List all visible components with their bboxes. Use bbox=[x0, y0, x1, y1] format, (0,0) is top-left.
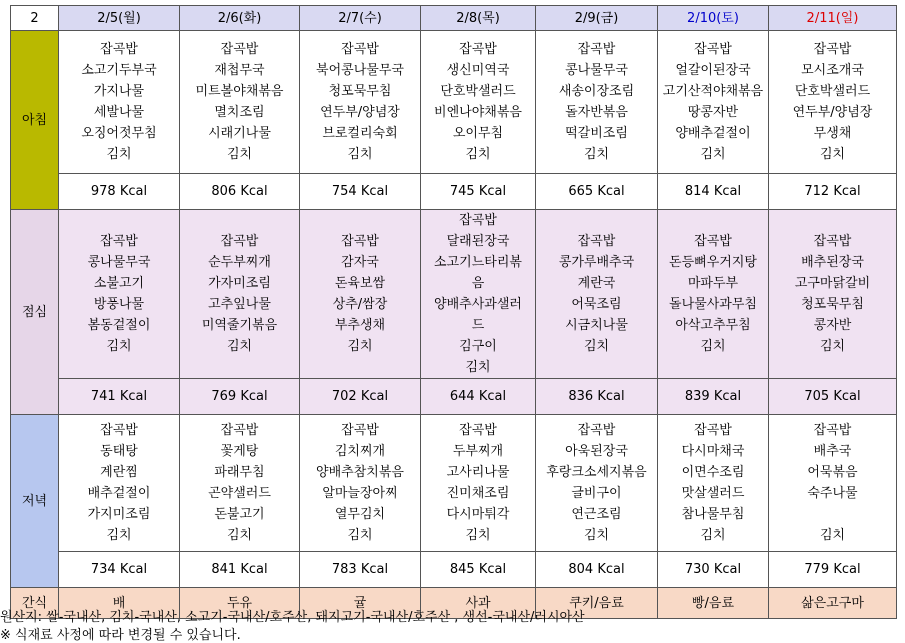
menu-item: 고기산적야채볶음 bbox=[662, 84, 764, 99]
kcal-value: 665 Kcal bbox=[536, 174, 658, 210]
menu-cell bbox=[658, 415, 769, 552]
menu-item: 양배추참치볶음 bbox=[316, 465, 404, 480]
menu-item: 잡곡밥 bbox=[100, 423, 138, 438]
menu-item: 잡곡밥 bbox=[577, 234, 616, 249]
kcal-value: 769 Kcal bbox=[180, 379, 300, 415]
menu-item: 김치 bbox=[700, 147, 726, 162]
menu-cell bbox=[59, 415, 180, 552]
menu-item: 김치 bbox=[226, 528, 253, 543]
menu-item: 김치 bbox=[583, 528, 610, 543]
menu-item: 상추/쌈장 bbox=[332, 297, 388, 312]
menu-item: 이면수조림 bbox=[681, 465, 745, 480]
menu-item: 순두부찌개 bbox=[208, 255, 271, 270]
snack-item: 귤 bbox=[300, 588, 421, 619]
menu-item: 소불고기 bbox=[93, 276, 145, 291]
menu-item: 김치 bbox=[583, 147, 610, 162]
menu-item: 돈등뼈우거지탕 bbox=[669, 255, 757, 270]
menu-item: 음 bbox=[471, 276, 485, 291]
dinner-kcal-row bbox=[11, 552, 897, 588]
menu-item: 떡갈비조림 bbox=[565, 126, 628, 141]
menu-cell bbox=[536, 210, 658, 379]
menu-item: 시래기나물 bbox=[208, 126, 271, 141]
kcal-value: 644 Kcal bbox=[421, 379, 536, 415]
menu-cell bbox=[421, 210, 536, 379]
menu-item: 봄동겉절이 bbox=[87, 318, 151, 333]
menu-cell bbox=[300, 210, 421, 379]
week-number: 2 bbox=[11, 6, 59, 31]
origin-note: 원산지: 쌀-국내산, 김치-국내산, 소고기-국내산/호주산, 돼지고기-국내산/호주산 , 생선-국내산/러시아산 bbox=[0, 610, 585, 625]
menu-item: 김치 bbox=[819, 339, 846, 354]
snack-item: 사과 bbox=[421, 588, 536, 619]
menu-item: 비엔나야채볶음 bbox=[434, 105, 522, 120]
menu-cell bbox=[769, 31, 897, 174]
menu-item: 얼갈이된장국 bbox=[675, 63, 751, 78]
menu-item: 콩나물무국 bbox=[565, 63, 628, 78]
menu-item: 글비구이 bbox=[571, 486, 622, 501]
menu-item: 드 bbox=[471, 318, 485, 333]
menu-item: 배추겉절이 bbox=[87, 486, 151, 501]
menu-item: 오이무침 bbox=[452, 126, 504, 141]
menu-item: 모시조개국 bbox=[801, 63, 864, 78]
menu-item: 김치 bbox=[819, 147, 846, 162]
menu-item: 어묵조림 bbox=[571, 297, 622, 312]
menu-item: 파래무침 bbox=[214, 465, 265, 480]
kcal-value: 839 Kcal bbox=[658, 379, 769, 415]
menu-item bbox=[769, 504, 896, 525]
menu-item: 아삭고추무침 bbox=[675, 318, 751, 333]
menu-item: 세발나물 bbox=[93, 105, 145, 120]
menu-item: 김치 bbox=[106, 528, 132, 543]
menu-item: 배추국 bbox=[813, 444, 852, 459]
menu-item: 김치 bbox=[347, 147, 373, 162]
menu-item: 참나물무침 bbox=[681, 507, 745, 522]
menu-item: 계란국 bbox=[577, 276, 616, 291]
menu-cell bbox=[536, 31, 658, 174]
menu-item: 맛살샐러드 bbox=[681, 486, 745, 501]
menu-item: 김치 bbox=[700, 528, 726, 543]
menu-item: 양배추겉절이 bbox=[675, 126, 751, 141]
menu-item: 김치 bbox=[465, 360, 491, 375]
kcal-value: 806 Kcal bbox=[180, 174, 300, 210]
menu-item: 돌자반볶음 bbox=[565, 105, 628, 120]
menu-item: 가지나물 bbox=[93, 84, 145, 99]
menu-cell bbox=[421, 415, 536, 552]
kcal-value: 730 Kcal bbox=[658, 552, 769, 588]
menu-item: 돈육보쌈 bbox=[334, 276, 386, 291]
menu-item: 연두부/양념장 bbox=[320, 105, 400, 120]
breakfast-kcal-row bbox=[11, 174, 897, 210]
menu-item: 김치 bbox=[226, 339, 253, 354]
menu-item: 곤약샐러드 bbox=[208, 486, 271, 501]
menu-item: 김치 bbox=[819, 528, 846, 543]
day-header: 2/9(금) bbox=[536, 6, 658, 31]
header-row bbox=[11, 6, 897, 31]
menu-item: 마파두부 bbox=[687, 276, 739, 291]
menu-cell bbox=[300, 31, 421, 174]
menu-item: 김치 bbox=[347, 528, 373, 543]
menu-item: 브로컬리숙회 bbox=[322, 126, 398, 141]
menu-item: 잡곡밥 bbox=[341, 423, 379, 438]
menu-item: 잡곡밥 bbox=[341, 234, 379, 249]
menu-item: 계란찜 bbox=[100, 465, 138, 480]
kcal-value: 705 Kcal bbox=[769, 379, 897, 415]
lunch-row bbox=[11, 210, 897, 379]
menu-item: 소고기느타리볶 bbox=[434, 255, 522, 270]
kcal-value: 783 Kcal bbox=[300, 552, 421, 588]
menu-item: 잡곡밥 bbox=[694, 423, 732, 438]
menu-cell bbox=[769, 210, 897, 379]
menu-item: 청포묵무침 bbox=[328, 84, 392, 99]
menu-item: 김치 bbox=[347, 339, 373, 354]
kcal-value: 814 Kcal bbox=[658, 174, 769, 210]
menu-item: 잡곡밥 bbox=[100, 42, 138, 57]
menu-cell bbox=[658, 210, 769, 379]
menu-item: 어묵볶음 bbox=[807, 465, 858, 480]
menu-item: 아욱된장국 bbox=[565, 444, 628, 459]
menu-item: 소고기두부국 bbox=[81, 63, 157, 78]
menu-item: 땅콩자반 bbox=[687, 105, 739, 120]
day-header: 2/5(월) bbox=[59, 6, 180, 31]
snack-item: 삶은고구마 bbox=[769, 588, 897, 619]
menu-item: 김치찌개 bbox=[334, 444, 386, 459]
snack-item: 두유 bbox=[180, 588, 300, 619]
menu-item: 가자미조림 bbox=[208, 276, 271, 291]
kcal-value: 734 Kcal bbox=[59, 552, 180, 588]
menu-item: 김치 bbox=[700, 339, 726, 354]
menu-item: 생신미역국 bbox=[446, 63, 510, 78]
menu-item: 연두부/양념장 bbox=[792, 105, 873, 120]
day-header-sunday: 2/11(일) bbox=[769, 6, 897, 31]
meal-label-snack: 간식 bbox=[11, 588, 59, 619]
menu-item: 두부찌개 bbox=[452, 444, 504, 459]
menu-cell bbox=[658, 31, 769, 174]
menu-item: 고구마닭갈비 bbox=[794, 276, 871, 291]
menu-item: 양배추사과샐러 bbox=[434, 297, 522, 312]
menu-item: 김치 bbox=[106, 339, 132, 354]
menu-item: 방풍나물 bbox=[93, 297, 145, 312]
menu-item: 후랑크소세지볶음 bbox=[546, 465, 647, 480]
menu-item: 청포묵무침 bbox=[801, 297, 864, 312]
snack-item: 쿠키/음료 bbox=[536, 588, 658, 619]
meal-label-dinner: 저녁 bbox=[11, 415, 59, 588]
menu-item: 시금치나물 bbox=[565, 318, 628, 333]
kcal-value: 804 Kcal bbox=[536, 552, 658, 588]
menu-item: 꽃게탕 bbox=[220, 444, 259, 459]
menu-item: 고추잎나물 bbox=[208, 297, 271, 312]
day-header: 2/7(수) bbox=[300, 6, 421, 31]
kcal-value: 845 Kcal bbox=[421, 552, 536, 588]
change-notice: ※ 식재료 사정에 따라 변경될 수 있습니다. bbox=[0, 628, 241, 643]
menu-item: 김치 bbox=[226, 147, 253, 162]
menu-item: 미역줄기볶음 bbox=[201, 318, 278, 333]
menu-cell bbox=[180, 415, 300, 552]
kcal-value: 978 Kcal bbox=[59, 174, 180, 210]
menu-item: 잡곡밥 bbox=[220, 234, 259, 249]
menu-item: 연근조림 bbox=[571, 507, 622, 522]
menu-item: 잡곡밥 bbox=[813, 423, 852, 438]
menu-item: 잡곡밥 bbox=[459, 423, 497, 438]
menu-item: 숙주나물 bbox=[807, 486, 858, 501]
menu-item: 김치 bbox=[465, 147, 491, 162]
kcal-value: 779 Kcal bbox=[769, 552, 897, 588]
menu-item: 김구이 bbox=[459, 339, 497, 354]
menu-cell bbox=[536, 415, 658, 552]
menu-item: 배추된장국 bbox=[801, 255, 864, 270]
menu-item: 돈불고기 bbox=[214, 507, 265, 522]
menu-item: 김치 bbox=[106, 147, 132, 162]
menu-item: 가지미조림 bbox=[87, 507, 151, 522]
menu-item: 잡곡밥 bbox=[459, 213, 497, 228]
day-header: 2/6(화) bbox=[180, 6, 300, 31]
kcal-value: 712 Kcal bbox=[769, 174, 897, 210]
menu-item: 북어콩나물무국 bbox=[316, 63, 404, 78]
menu-cell bbox=[59, 31, 180, 174]
day-header-saturday: 2/10(토) bbox=[658, 6, 769, 31]
menu-item: 새송이장조림 bbox=[558, 84, 635, 99]
kcal-value: 836 Kcal bbox=[536, 379, 658, 415]
menu-item: 열무김치 bbox=[334, 507, 386, 522]
menu-item: 잡곡밥 bbox=[220, 423, 259, 438]
dinner-row bbox=[11, 415, 897, 552]
day-header: 2/8(목) bbox=[421, 6, 536, 31]
kcal-value: 741 Kcal bbox=[59, 379, 180, 415]
menu-cell bbox=[59, 210, 180, 379]
menu-item: 동태탕 bbox=[100, 444, 138, 459]
menu-item: 콩가루배추국 bbox=[558, 255, 635, 270]
menu-item: 잡곡밥 bbox=[459, 42, 497, 57]
menu-item: 오징어젓무침 bbox=[81, 126, 157, 141]
menu-item: 김치 bbox=[465, 528, 491, 543]
menu-cell bbox=[769, 415, 897, 552]
menu-item: 잡곡밥 bbox=[220, 42, 259, 57]
kcal-value: 702 Kcal bbox=[300, 379, 421, 415]
menu-item: 진미채조림 bbox=[446, 486, 510, 501]
meal-label-lunch: 점심 bbox=[11, 210, 59, 415]
menu-item: 단호박샐러드 bbox=[440, 84, 516, 99]
menu-item: 잡곡밥 bbox=[341, 42, 379, 57]
menu-item: 고사리나물 bbox=[446, 465, 510, 480]
menu-item: 미트볼야채볶음 bbox=[195, 84, 284, 99]
snack-item: 배 bbox=[59, 588, 180, 619]
lunch-kcal-row bbox=[11, 379, 897, 415]
menu-item: 알마늘장아찌 bbox=[322, 486, 398, 501]
menu-item: 달래된장국 bbox=[446, 234, 510, 249]
menu-item: 재첩무국 bbox=[214, 63, 265, 78]
menu-cell bbox=[180, 210, 300, 379]
menu-item: 잡곡밥 bbox=[577, 42, 616, 57]
menu-item: 잡곡밥 bbox=[577, 423, 616, 438]
menu-item: 무생채 bbox=[813, 126, 852, 141]
menu-item: 단호박샐러드 bbox=[794, 84, 871, 99]
menu-item: 콩자반 bbox=[813, 318, 852, 333]
menu-item: 다시마채국 bbox=[681, 444, 745, 459]
menu-item: 잡곡밥 bbox=[694, 42, 732, 57]
menu-cell bbox=[421, 31, 536, 174]
kcal-value: 841 Kcal bbox=[180, 552, 300, 588]
menu-item: 다시마튀각 bbox=[446, 507, 510, 522]
menu-item: 잡곡밥 bbox=[813, 234, 852, 249]
weekly-menu-table bbox=[10, 5, 897, 619]
menu-item: 감자국 bbox=[341, 255, 379, 270]
breakfast-row bbox=[11, 31, 897, 174]
meal-label-breakfast: 아침 bbox=[11, 31, 59, 210]
menu-item: 잡곡밥 bbox=[694, 234, 732, 249]
snack-item: 빵/음료 bbox=[658, 588, 769, 619]
menu-item: 잡곡밥 bbox=[100, 234, 138, 249]
kcal-value: 754 Kcal bbox=[300, 174, 421, 210]
menu-cell bbox=[180, 31, 300, 174]
kcal-value: 745 Kcal bbox=[421, 174, 536, 210]
menu-cell bbox=[300, 415, 421, 552]
menu-item: 돌나물사과무침 bbox=[669, 297, 757, 312]
menu-item: 김치 bbox=[583, 339, 610, 354]
menu-item: 멸치조림 bbox=[214, 105, 265, 120]
menu-item: 잡곡밥 bbox=[813, 42, 852, 57]
menu-item: 부추생채 bbox=[334, 318, 386, 333]
menu-item: 콩나물무국 bbox=[87, 255, 151, 270]
